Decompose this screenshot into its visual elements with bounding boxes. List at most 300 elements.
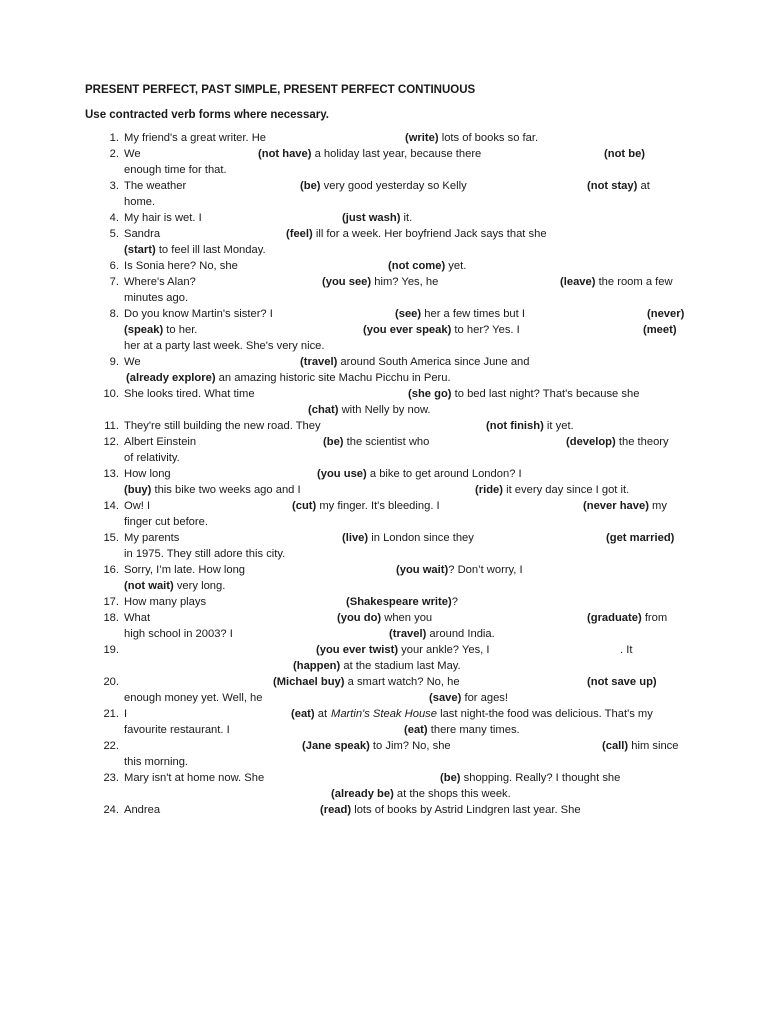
- paren-open: (: [587, 612, 591, 624]
- sentence-segment: [643, 323, 677, 337]
- sentence-text: Is Sonia here? No, she: [124, 260, 238, 272]
- sentence-segment: [124, 723, 230, 737]
- paren-close: ): [366, 740, 370, 752]
- sentence-segment: [647, 307, 684, 321]
- sentence-text: yet.: [445, 260, 467, 272]
- sentence-segment: [292, 499, 440, 513]
- sentence-text: the theory: [615, 436, 669, 448]
- sentence-text: my: [648, 500, 667, 512]
- item-number: 12.: [103, 436, 119, 448]
- sentence-segment: [317, 467, 522, 481]
- sentence-text: this morning.: [124, 756, 189, 768]
- sentence-text: ?: [451, 596, 458, 608]
- sentence-segment: [124, 435, 196, 449]
- verb-cue: just wash: [345, 212, 397, 224]
- restaurant-name: Martin's Steak House: [331, 708, 437, 720]
- sentence-text: this bike two weeks ago and I: [151, 484, 301, 496]
- paren-close: ): [456, 772, 461, 784]
- sentence-text: to her? Yes. I: [451, 324, 520, 336]
- verb-cue: not have: [261, 148, 308, 160]
- paren-open: (: [124, 484, 128, 496]
- paren-close: ): [347, 804, 352, 816]
- verb-cue: not be: [607, 148, 642, 160]
- sentence-text: Ow! I: [124, 500, 151, 512]
- sentence-text: a smart watch? No, he: [344, 676, 460, 688]
- sentence-segment: [124, 355, 141, 369]
- sentence-segment: [124, 483, 301, 497]
- paren-open: (: [604, 148, 608, 160]
- paren-open: (: [395, 308, 399, 320]
- paren-open: (: [587, 676, 591, 688]
- paren-close: ): [316, 180, 321, 192]
- sentence-text: finger cut before.: [124, 516, 208, 528]
- paren-open: (: [323, 436, 327, 448]
- sentence-segment: [606, 531, 674, 545]
- sentence-segment: [124, 291, 188, 305]
- sentence-segment: [124, 227, 160, 241]
- sentence-text: there many times.: [427, 724, 520, 736]
- paren-open: (: [429, 692, 433, 704]
- verb-cue: be: [326, 436, 340, 448]
- sentence-text: from: [641, 612, 668, 624]
- verb-cue: cut: [295, 500, 313, 512]
- sentence-segment: [124, 323, 197, 337]
- sentence-segment: [124, 275, 196, 289]
- item-number: 3.: [109, 180, 119, 192]
- verb-cue: leave: [563, 276, 592, 288]
- paren-close: ): [310, 708, 315, 720]
- sentence-text: Mary isn't at home now. She: [124, 772, 265, 784]
- sentence-text: in 1975. They still adore this city.: [124, 548, 286, 560]
- sentence-text: to bed last night? That's because she: [451, 388, 640, 400]
- sentence-text: ? Don’t worry, I: [448, 564, 523, 576]
- paren-close: ): [147, 484, 152, 496]
- item-number: 23.: [103, 772, 119, 784]
- item-number: 13.: [103, 468, 119, 480]
- sentence-text: shopping. Really? I thought she: [460, 772, 621, 784]
- verb-cue: call: [605, 740, 625, 752]
- sentence-segment: [331, 787, 511, 801]
- paren-close: ): [680, 308, 685, 320]
- paren-open: (: [126, 372, 130, 384]
- paren-close: ): [377, 612, 382, 624]
- sentence-text: the room a few: [595, 276, 673, 288]
- paren-close: ): [307, 148, 312, 160]
- item-number: 5.: [109, 228, 119, 240]
- sentence-segment: [342, 211, 412, 225]
- sentence-segment: [124, 419, 321, 433]
- paren-open: (: [389, 628, 393, 640]
- sentence-text: him? Yes, he: [371, 276, 439, 288]
- paren-close: ): [367, 276, 372, 288]
- paren-open: (: [602, 740, 606, 752]
- item-number: 9.: [109, 356, 119, 368]
- sentence-text: The weather: [124, 180, 187, 192]
- sentence-segment: [388, 259, 466, 273]
- paren-close: ): [457, 692, 462, 704]
- paren-open: (: [363, 324, 367, 336]
- sentence-segment: [124, 339, 325, 353]
- sentence-text: My friend's a great writer. He: [124, 132, 267, 144]
- sentence-segment: [124, 243, 266, 257]
- paren-close: ): [624, 740, 629, 752]
- verb-cue: not come: [391, 260, 442, 272]
- sentence-segment: [258, 147, 481, 161]
- sentence-text: her a few times but I: [421, 308, 525, 320]
- sentence-segment: [124, 499, 150, 513]
- sentence-segment: [124, 755, 188, 769]
- sentence-segment: [566, 435, 669, 449]
- sentence-text: with Nelly by now.: [338, 404, 431, 416]
- sentence-text: her at a party last week. She's very nice.: [124, 340, 325, 352]
- sentence-text: lots of books so far.: [438, 132, 539, 144]
- verb-cue: read: [323, 804, 348, 816]
- paren-close: ): [670, 532, 675, 544]
- paren-close: ): [340, 676, 345, 688]
- sentence-segment: [124, 595, 206, 609]
- sentence-text: She looks tired. What time: [124, 388, 255, 400]
- sentence-segment: [396, 563, 523, 577]
- item-number: 8.: [109, 308, 119, 320]
- paren-close: ): [363, 468, 367, 480]
- sentence-text: Where's Alan?: [124, 276, 196, 288]
- paren-open: (: [342, 212, 346, 224]
- paren-open: (: [124, 324, 128, 336]
- verb-cue: not wait: [127, 580, 170, 592]
- sentence-segment: [316, 643, 490, 657]
- verb-cue: you ever speak: [366, 324, 448, 336]
- paren-close: ): [645, 500, 649, 512]
- sentence-segment: [346, 595, 458, 609]
- paren-open: (: [388, 260, 392, 272]
- paren-open: (: [342, 532, 346, 544]
- sentence-segment: [404, 723, 520, 737]
- paren-open: (: [337, 612, 341, 624]
- verb-cue: ride: [478, 484, 500, 496]
- sentence-segment: [124, 467, 171, 481]
- sentence-segment: [583, 499, 667, 513]
- paren-open: (: [320, 804, 324, 816]
- sentence-text: a holiday last year, because there: [311, 148, 482, 160]
- paren-close: ): [170, 580, 174, 592]
- sentence-text: minutes ago.: [124, 292, 189, 304]
- sentence-segment: [620, 643, 632, 657]
- paren-close: ): [151, 244, 156, 256]
- sentence-segment: [322, 275, 438, 289]
- verb-cue: Jane speak: [305, 740, 367, 752]
- verb-cue: you use: [320, 468, 364, 480]
- sentence-segment: [124, 563, 245, 577]
- item-number: 2.: [109, 148, 119, 160]
- paren-open: (: [408, 388, 412, 400]
- sentence-segment: [440, 771, 620, 785]
- worksheet-instruction: Use contracted verb forms where necessary.: [85, 109, 329, 121]
- paren-open: (: [300, 356, 304, 368]
- sentence-text: We: [124, 148, 141, 160]
- paren-open: (: [331, 788, 335, 800]
- sentence-text: My hair is wet. I: [124, 212, 202, 224]
- paren-open: (: [440, 772, 444, 784]
- sentence-text: your ankle? Yes, I: [398, 644, 490, 656]
- verb-cue: meet: [646, 324, 673, 336]
- sentence-segment: [429, 691, 508, 705]
- paren-close: ): [652, 676, 657, 688]
- paren-open: (: [124, 580, 128, 592]
- verb-cue: speak: [127, 324, 160, 336]
- paren-close: ): [447, 324, 452, 336]
- sentence-segment: [291, 707, 327, 721]
- sentence-text: an amazing historic site Machu Picchu in Peru.: [215, 372, 451, 384]
- sentence-segment: [124, 179, 186, 193]
- sentence-text: How many plays: [124, 596, 207, 608]
- sentence-segment: [587, 611, 667, 625]
- item-number: 10.: [103, 388, 119, 400]
- sentence-text: Andrea: [124, 804, 161, 816]
- sentence-segment: [337, 611, 432, 625]
- sentence-segment: [273, 675, 460, 689]
- sentence-text: Sandra: [124, 228, 161, 240]
- verb-cue: already be: [334, 788, 391, 800]
- verb-cue: Shakespeare write: [349, 596, 448, 608]
- paren-open: (: [124, 244, 128, 256]
- verb-cue: you see: [325, 276, 368, 288]
- paren-close: ): [499, 484, 503, 496]
- paren-close: ): [434, 132, 439, 144]
- verb-cue: already explore: [129, 372, 212, 384]
- paren-close: ): [339, 436, 344, 448]
- verb-cue: write: [408, 132, 435, 144]
- sentence-segment: [405, 131, 538, 145]
- paren-close: ): [333, 356, 338, 368]
- paren-open: (: [300, 180, 304, 192]
- sentence-segment: [302, 739, 451, 753]
- verb-cue: be: [303, 180, 317, 192]
- verb-cue: not finish: [489, 420, 541, 432]
- sentence-segment: [602, 739, 679, 753]
- verb-cue: Michael buy: [276, 676, 341, 688]
- sentence-segment: [124, 547, 285, 561]
- paren-open: (: [606, 532, 610, 544]
- verb-cue: never have: [586, 500, 646, 512]
- sentence-segment: [300, 355, 530, 369]
- verb-cue: not save up: [590, 676, 653, 688]
- item-number: 11.: [104, 420, 119, 432]
- item-number: 4.: [109, 212, 119, 224]
- sentence-segment: [124, 691, 262, 705]
- sentence-text: a bike to get around London? I: [366, 468, 522, 480]
- paren-close: ): [637, 612, 642, 624]
- sentence-segment: [124, 515, 208, 529]
- verb-cue: chat: [311, 404, 335, 416]
- sentence-segment: [560, 275, 673, 289]
- verb-cue: develop: [569, 436, 613, 448]
- sentence-segment: [124, 387, 255, 401]
- paren-open: (: [396, 564, 400, 576]
- sentence-segment: [587, 675, 657, 689]
- verb-cue: live: [345, 532, 365, 544]
- paren-open: (: [404, 724, 408, 736]
- sentence-segment: [587, 179, 650, 193]
- verb-cue: eat: [294, 708, 311, 720]
- sentence-text: around South America since June and: [337, 356, 530, 368]
- paren-close: ): [364, 532, 369, 544]
- sentence-text: at the stadium last May.: [340, 660, 461, 672]
- sentence-text: They're still building the new road. They: [124, 420, 321, 432]
- paren-open: (: [291, 708, 295, 720]
- item-number: 22.: [103, 740, 119, 752]
- item-number: 21.: [103, 708, 119, 720]
- sentence-text: at: [637, 180, 650, 192]
- paren-open: (: [405, 132, 409, 144]
- paren-close: ): [612, 436, 616, 448]
- sentence-segment: [124, 771, 264, 785]
- paren-close: ): [309, 228, 313, 240]
- sentence-text: for ages!: [461, 692, 508, 704]
- item-number: 18.: [103, 612, 119, 624]
- sentence-text: of relativity.: [124, 452, 180, 464]
- sentence-text: What: [124, 612, 151, 624]
- paren-open: (: [647, 308, 651, 320]
- sentence-segment: [124, 707, 127, 721]
- paren-close: ): [417, 308, 422, 320]
- paren-close: ): [641, 148, 646, 160]
- sentence-text: my finger. It's bleeding. I: [316, 500, 440, 512]
- paren-close: ): [448, 596, 452, 608]
- sentence-text: We: [124, 356, 141, 368]
- paren-close: ): [447, 388, 452, 400]
- sentence-segment: [124, 163, 227, 177]
- paren-close: ): [390, 788, 394, 800]
- item-number: 16.: [103, 564, 119, 576]
- sentence-text: How long: [124, 468, 171, 480]
- paren-close: ): [540, 420, 544, 432]
- sentence-segment: [486, 419, 574, 433]
- sentence-segment: [363, 323, 520, 337]
- sentence-segment: [124, 451, 180, 465]
- verb-cue: get married: [609, 532, 671, 544]
- item-number: 19.: [103, 644, 119, 656]
- paren-open: (: [560, 276, 564, 288]
- sentence-text: at: [314, 708, 328, 720]
- verb-cue: never: [650, 308, 681, 320]
- item-number: 14.: [103, 500, 119, 512]
- verb-cue: eat: [407, 724, 424, 736]
- paren-open: (: [308, 404, 312, 416]
- sentence-segment: [300, 179, 467, 193]
- sentence-segment: [124, 131, 266, 145]
- paren-open: (: [322, 276, 326, 288]
- item-number: 7.: [109, 276, 119, 288]
- verb-cue: travel: [392, 628, 423, 640]
- sentence-segment: [124, 627, 233, 641]
- sentence-segment: [475, 483, 629, 497]
- sentence-text: the scientist who: [343, 436, 430, 448]
- verb-cue: feel: [289, 228, 310, 240]
- sentence-text: I: [124, 708, 128, 720]
- item-number: 17.: [103, 596, 119, 608]
- paren-close: ): [394, 644, 399, 656]
- sentence-text: in London since they: [368, 532, 474, 544]
- verb-cue: travel: [303, 356, 334, 368]
- paren-open: (: [566, 436, 570, 448]
- verb-cue: happen: [296, 660, 337, 672]
- paren-open: (: [475, 484, 479, 496]
- sentence-segment: [323, 435, 429, 449]
- paren-close: ): [312, 500, 317, 512]
- sentence-text: home.: [124, 196, 156, 208]
- paren-close: ): [423, 724, 428, 736]
- paren-close: ): [422, 628, 427, 640]
- sentence-text: it.: [400, 212, 413, 224]
- sentence-text: Do you know Martin's sister? I: [124, 308, 273, 320]
- paren-open: (: [587, 180, 591, 192]
- paren-open: (: [486, 420, 490, 432]
- paren-close: ): [336, 660, 341, 672]
- verb-cue: not stay: [590, 180, 634, 192]
- sentence-segment: [604, 147, 645, 161]
- sentence-text: when you: [381, 612, 433, 624]
- item-number: 20.: [103, 676, 119, 688]
- worksheet-title: PRESENT PERFECT, PAST SIMPLE, PRESENT PERFECT CONTINUOUS: [85, 84, 476, 96]
- sentence-text: high school in 2003? I: [124, 628, 233, 640]
- verb-cue: graduate: [590, 612, 638, 624]
- sentence-segment: [124, 579, 225, 593]
- paren-close: ): [633, 180, 638, 192]
- sentence-text: it yet.: [543, 420, 574, 432]
- paren-close: ): [444, 564, 449, 576]
- paren-close: ): [334, 404, 339, 416]
- sentence-text: Sorry, I’m late. How long: [124, 564, 246, 576]
- sentence-segment: [293, 659, 461, 673]
- sentence-segment: [286, 227, 547, 241]
- sentence-segment: [124, 531, 179, 545]
- sentence-segment: [124, 611, 150, 625]
- paren-close: ): [591, 276, 596, 288]
- sentence-text: at the shops this week.: [393, 788, 511, 800]
- item-number: 15.: [103, 532, 119, 544]
- sentence-text: lots of books by Astrid Lindgren last year. She: [351, 804, 581, 816]
- sentence-segment: [395, 307, 525, 321]
- sentence-segment: [320, 803, 581, 817]
- paren-open: (: [643, 324, 647, 336]
- sentence-text: around India.: [426, 628, 495, 640]
- verb-cue: you do: [340, 612, 378, 624]
- sentence-text: . It: [620, 644, 633, 656]
- verb-cue: save: [432, 692, 458, 704]
- paren-close: ): [211, 372, 216, 384]
- verb-cue: be: [443, 772, 457, 784]
- sentence-text: it every day since I got it.: [503, 484, 630, 496]
- sentence-text: him since: [628, 740, 679, 752]
- sentence-segment: [124, 211, 202, 225]
- sentence-text: My parents: [124, 532, 180, 544]
- sentence-segment: [408, 387, 639, 401]
- sentence-segment: [342, 531, 474, 545]
- sentence-text: last night-the food was delicious. That's my: [436, 708, 653, 720]
- sentence-text: very long.: [173, 580, 226, 592]
- verb-cue: she go: [411, 388, 448, 400]
- sentence-segment: [126, 371, 451, 385]
- sentence-segment: [331, 707, 653, 721]
- sentence-segment: [124, 259, 238, 273]
- paren-open: (: [293, 660, 297, 672]
- sentence-text: enough money yet. Well, he: [124, 692, 263, 704]
- paren-close: ): [396, 212, 401, 224]
- paren-open: (: [258, 148, 262, 160]
- sentence-text: enough time for that.: [124, 164, 227, 176]
- sentence-text: to her.: [163, 324, 198, 336]
- paren-open: (: [273, 676, 277, 688]
